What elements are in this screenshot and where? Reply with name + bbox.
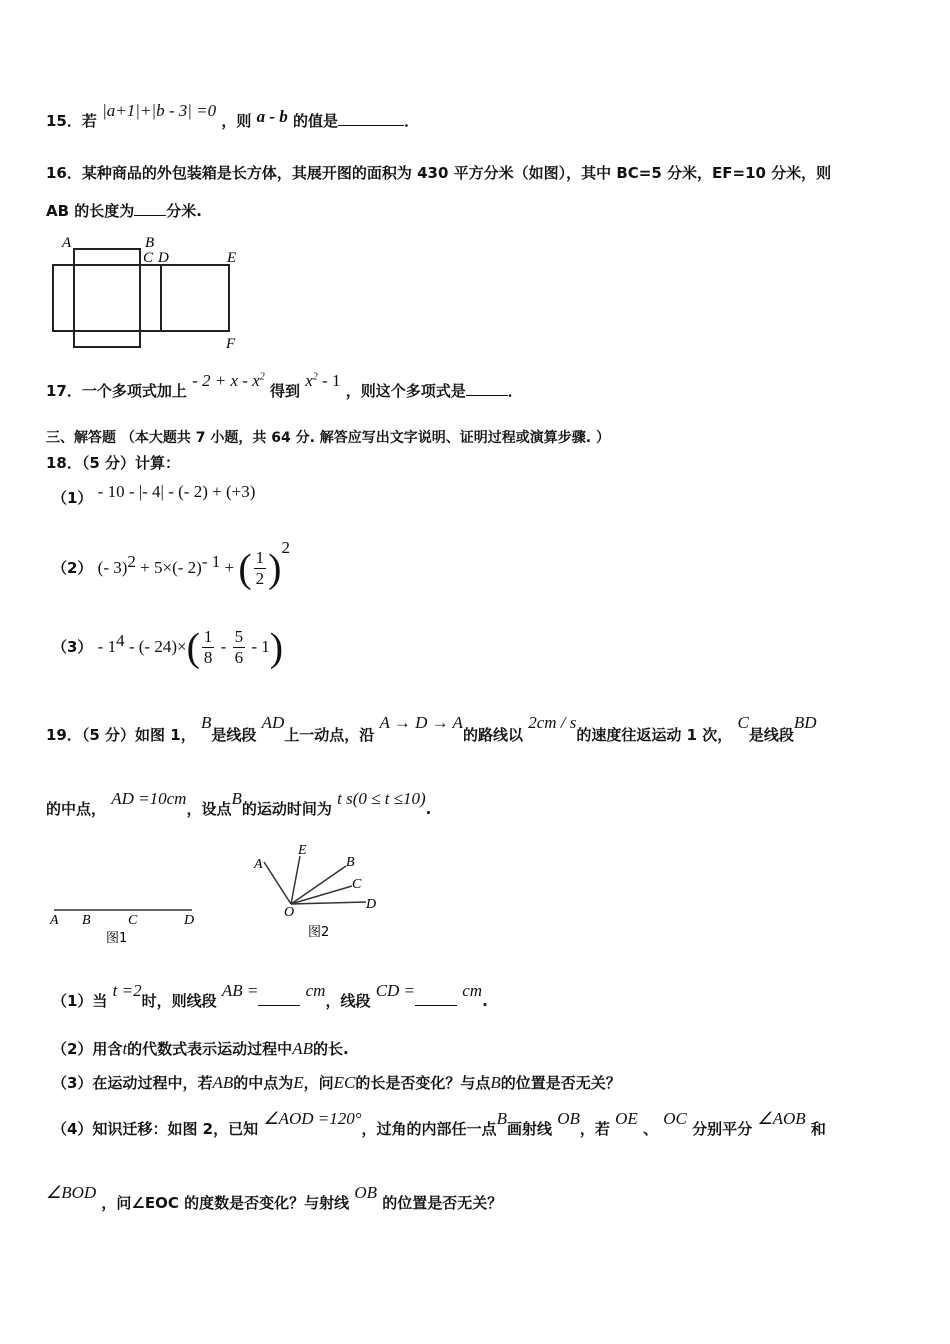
- q19-sub-text: 画射线: [506, 1120, 552, 1138]
- q19-route: A → D → A: [379, 713, 463, 732]
- q19-sub-text: （4）知识迁移：如图 2，已知: [52, 1120, 259, 1138]
- q17-expr2: [305, 371, 340, 390]
- figure-1-segment: [44, 900, 204, 950]
- q19-ray-oe: OE: [615, 1109, 638, 1128]
- section-title: 三、解答题 （本大题共 7 小题，共 64 分. 解答应写出文字说明、证明过程或演算步骤. ）: [46, 430, 610, 446]
- q19-sub-text: ，线段: [325, 992, 371, 1010]
- q19-ray-oc: OC: [663, 1109, 687, 1128]
- q19-sub-text: ，若: [579, 1120, 610, 1138]
- q19-text: 的运动时间为: [241, 800, 332, 818]
- fig2-label-D: D: [366, 897, 377, 912]
- fig2-caption: 图2: [308, 925, 330, 940]
- fig2-label-C: C: [352, 877, 362, 892]
- answer-blank-ab[interactable]: [258, 991, 300, 1006]
- answer-blank[interactable]: [134, 201, 166, 216]
- ray-oc: [291, 886, 352, 904]
- label-E: E: [227, 250, 237, 266]
- q19-text: 上一动点，沿: [284, 726, 375, 744]
- q17-text-end: ，则这个多项式是: [345, 382, 466, 400]
- fraction-half: [254, 548, 267, 589]
- q19-sub-text: 时，则线段: [141, 992, 217, 1010]
- right-paren: ): [269, 624, 284, 670]
- denominator: 8: [203, 648, 213, 667]
- q19-point-b: B: [200, 713, 212, 732]
- q19-speed: 2cm / s: [528, 713, 577, 732]
- q19-angle-bod: ∠BOD: [46, 1183, 97, 1202]
- fig1-caption: 图1: [106, 931, 128, 946]
- q17-exp2: 2: [312, 371, 318, 383]
- q19-var-b: B: [490, 1073, 501, 1092]
- q17-expr2-text: x: [305, 371, 313, 390]
- left-paren: (: [238, 545, 252, 591]
- q19-sub-text: 和: [810, 1120, 826, 1138]
- q19-line2: [46, 789, 432, 819]
- q19-sub4-line1: [52, 1109, 826, 1139]
- numerator: 1: [203, 627, 213, 646]
- q19-sub4-line2: [46, 1183, 503, 1213]
- fraction-five-sixths: [233, 627, 246, 668]
- q19-angle-aob: ∠AOB: [757, 1109, 806, 1128]
- q16-line2: [46, 200, 202, 221]
- fig1-label-A: A: [50, 913, 59, 928]
- q19-ab-label: AB =: [221, 981, 259, 1000]
- q19-sub-text: 的中点为: [233, 1074, 294, 1092]
- q17-period: ．: [507, 382, 523, 400]
- q19-text: 是线段: [211, 726, 257, 744]
- box-net-figure: [44, 230, 254, 354]
- q19-text: 的中点，: [46, 800, 107, 818]
- q17-line: [46, 371, 523, 401]
- q18-p3-term1: - 1: [97, 637, 117, 656]
- q19-text: 的路线以: [462, 726, 523, 744]
- q19-period: .: [425, 800, 432, 818]
- q19-line1: [46, 713, 817, 745]
- fig1-label-D: D: [184, 913, 195, 928]
- q19-sub-text: 分别平分: [692, 1120, 753, 1138]
- answer-blank[interactable]: [338, 111, 404, 126]
- q15-text: 若: [81, 112, 97, 130]
- unit-cm: cm: [462, 981, 483, 1000]
- q18-p2-exp1: 2: [127, 552, 136, 571]
- q19-sub-text: ，过角的内部任一点: [361, 1120, 497, 1138]
- q18-p3-exp: 4: [116, 631, 125, 650]
- q19-segment-ad: AD: [261, 713, 285, 732]
- q19-ad-value: AD =10cm: [111, 789, 187, 808]
- q19-segment-bd: BD: [793, 713, 817, 732]
- ray-oa: [264, 862, 291, 904]
- q17-expr1-text: - 2 + x - x: [192, 371, 260, 390]
- q19-var-t: t: [122, 1039, 128, 1058]
- q16-text: AB 的长度为: [46, 202, 135, 220]
- q19-sub-sep: 、: [643, 1120, 659, 1138]
- q15-text-end: 的值是: [293, 112, 339, 130]
- fig1-label-C: C: [128, 913, 138, 928]
- ray-oe: [291, 856, 300, 904]
- denominator: 2: [255, 569, 265, 588]
- q19-sub1: [52, 981, 488, 1011]
- numerator: 1: [255, 548, 265, 567]
- fig2-label-E: E: [298, 843, 307, 858]
- q16-text-end: 分米.: [166, 202, 202, 220]
- q18-part2: [52, 538, 290, 591]
- q17-exp1: 2: [259, 371, 265, 383]
- q18-p2-term1: (- 3): [97, 558, 128, 577]
- q17-expr2-tail: - 1: [317, 371, 341, 390]
- answer-blank-cd[interactable]: [415, 991, 457, 1006]
- right-paren: ): [268, 545, 282, 591]
- q19-sub-text: ，问: [303, 1074, 334, 1092]
- q19-ray-ob: OB: [354, 1183, 378, 1202]
- q17-expr1: [192, 371, 265, 390]
- q19-sub2: [52, 1038, 349, 1059]
- ray-ob: [291, 866, 346, 904]
- q19-text: 19．（5 分）如图 1，: [46, 726, 196, 744]
- label-F: F: [226, 336, 236, 352]
- q19-sub-text: 的长是否变化？与点: [355, 1074, 491, 1092]
- q19-sub-text: （2）用含: [52, 1040, 123, 1058]
- q19-sub-text: 的位置是否无关？: [500, 1074, 621, 1092]
- ray-od: [291, 902, 366, 904]
- q19-ray-ob: OB: [557, 1109, 580, 1128]
- fig2-label-A: A: [254, 857, 263, 872]
- fig2-label-B: B: [346, 855, 355, 870]
- part-label: （2）: [52, 559, 93, 577]
- part-label: （1）: [52, 489, 93, 507]
- unit-cm: cm: [305, 981, 326, 1000]
- q19-text: ，设点: [186, 800, 232, 818]
- q19-var-ab: AB: [292, 1039, 313, 1058]
- q18-title: 18．（5 分）计算：: [46, 454, 181, 472]
- q18-p2-term2: + 5×(- 2): [135, 558, 202, 577]
- q19-sub-text: （3）在运动过程中，若: [52, 1074, 213, 1092]
- q16-line1: 16．某种商品的外包装箱是长方体，其展开图的面积为 430 平方分米（如图），其中 BC=5 分米，EF=10 分米，则: [46, 164, 832, 182]
- q19-time-range: t s(0 ≤ t ≤10): [337, 789, 426, 808]
- part-label: （3）: [52, 638, 93, 656]
- q19-sub-text: ，问∠EOC 的度数是否变化？与射线: [101, 1194, 350, 1212]
- label-B: B: [145, 235, 155, 251]
- q18-p1-expression: - 10 - |- 4| - (- 2) + (+3): [97, 482, 256, 501]
- numerator: 5: [234, 627, 244, 646]
- q19-angle-aod: ∠AOD =120°: [263, 1109, 362, 1128]
- q18-p2-exp2: - 1: [201, 552, 221, 571]
- q19-sub-text: 的位置是否无关？: [382, 1194, 503, 1212]
- q19-sub-text: 的代数式表示运动过程中: [127, 1040, 293, 1058]
- q19-sub3: [52, 1072, 621, 1093]
- figure-2-angle: [246, 840, 396, 946]
- label-A: A: [62, 235, 72, 251]
- q15-period: ．: [404, 112, 420, 130]
- q18-p2-plus: +: [220, 558, 239, 577]
- q19-cd-label: CD =: [375, 981, 416, 1000]
- q17-text-mid: 得到: [269, 382, 300, 400]
- q19-sub-text: 的长.: [312, 1040, 349, 1058]
- q15-number: 15．: [46, 112, 82, 130]
- q19-point-c: C: [737, 713, 749, 732]
- q19-sub-period: .: [482, 992, 488, 1010]
- q18-part3: [52, 624, 284, 670]
- q18-p3-term3: - 1: [247, 637, 270, 656]
- fig2-label-O: O: [284, 905, 295, 920]
- label-D: D: [158, 250, 169, 266]
- q19-text: 的速度往返运动 1 次，: [576, 726, 733, 744]
- q19-point-b: B: [231, 789, 242, 808]
- q19-var-e: E: [293, 1073, 304, 1092]
- q19-point-b: B: [496, 1109, 507, 1128]
- q18-p3-term2: - (- 24)×: [124, 637, 187, 656]
- q15-line: [46, 101, 420, 131]
- net-center-rect: [74, 249, 140, 347]
- denominator: 6: [234, 648, 244, 667]
- left-paren: (: [186, 624, 200, 670]
- q18-p2-exp3: 2: [281, 538, 290, 557]
- q17-text: 17．一个多项式加上: [46, 382, 187, 400]
- q15-text-mid: ，则: [221, 112, 252, 130]
- q15-expression: |a+1|+|b - 3| =0: [102, 101, 217, 120]
- q19-t-value: t =2: [112, 981, 142, 1000]
- q19-text: 是线段: [748, 726, 794, 744]
- q18-part1: [52, 482, 256, 508]
- label-C: C: [143, 250, 154, 266]
- q19-sub-text: （1）当: [52, 992, 108, 1010]
- q15-target-expr: a - b: [256, 107, 288, 126]
- q19-var-ec: EC: [333, 1073, 356, 1092]
- q19-var-ab: AB: [212, 1073, 234, 1092]
- q18-p3-minus: -: [216, 637, 231, 656]
- fig1-label-B: B: [82, 913, 91, 928]
- fraction-eighth: [202, 627, 215, 668]
- answer-blank[interactable]: [466, 381, 508, 396]
